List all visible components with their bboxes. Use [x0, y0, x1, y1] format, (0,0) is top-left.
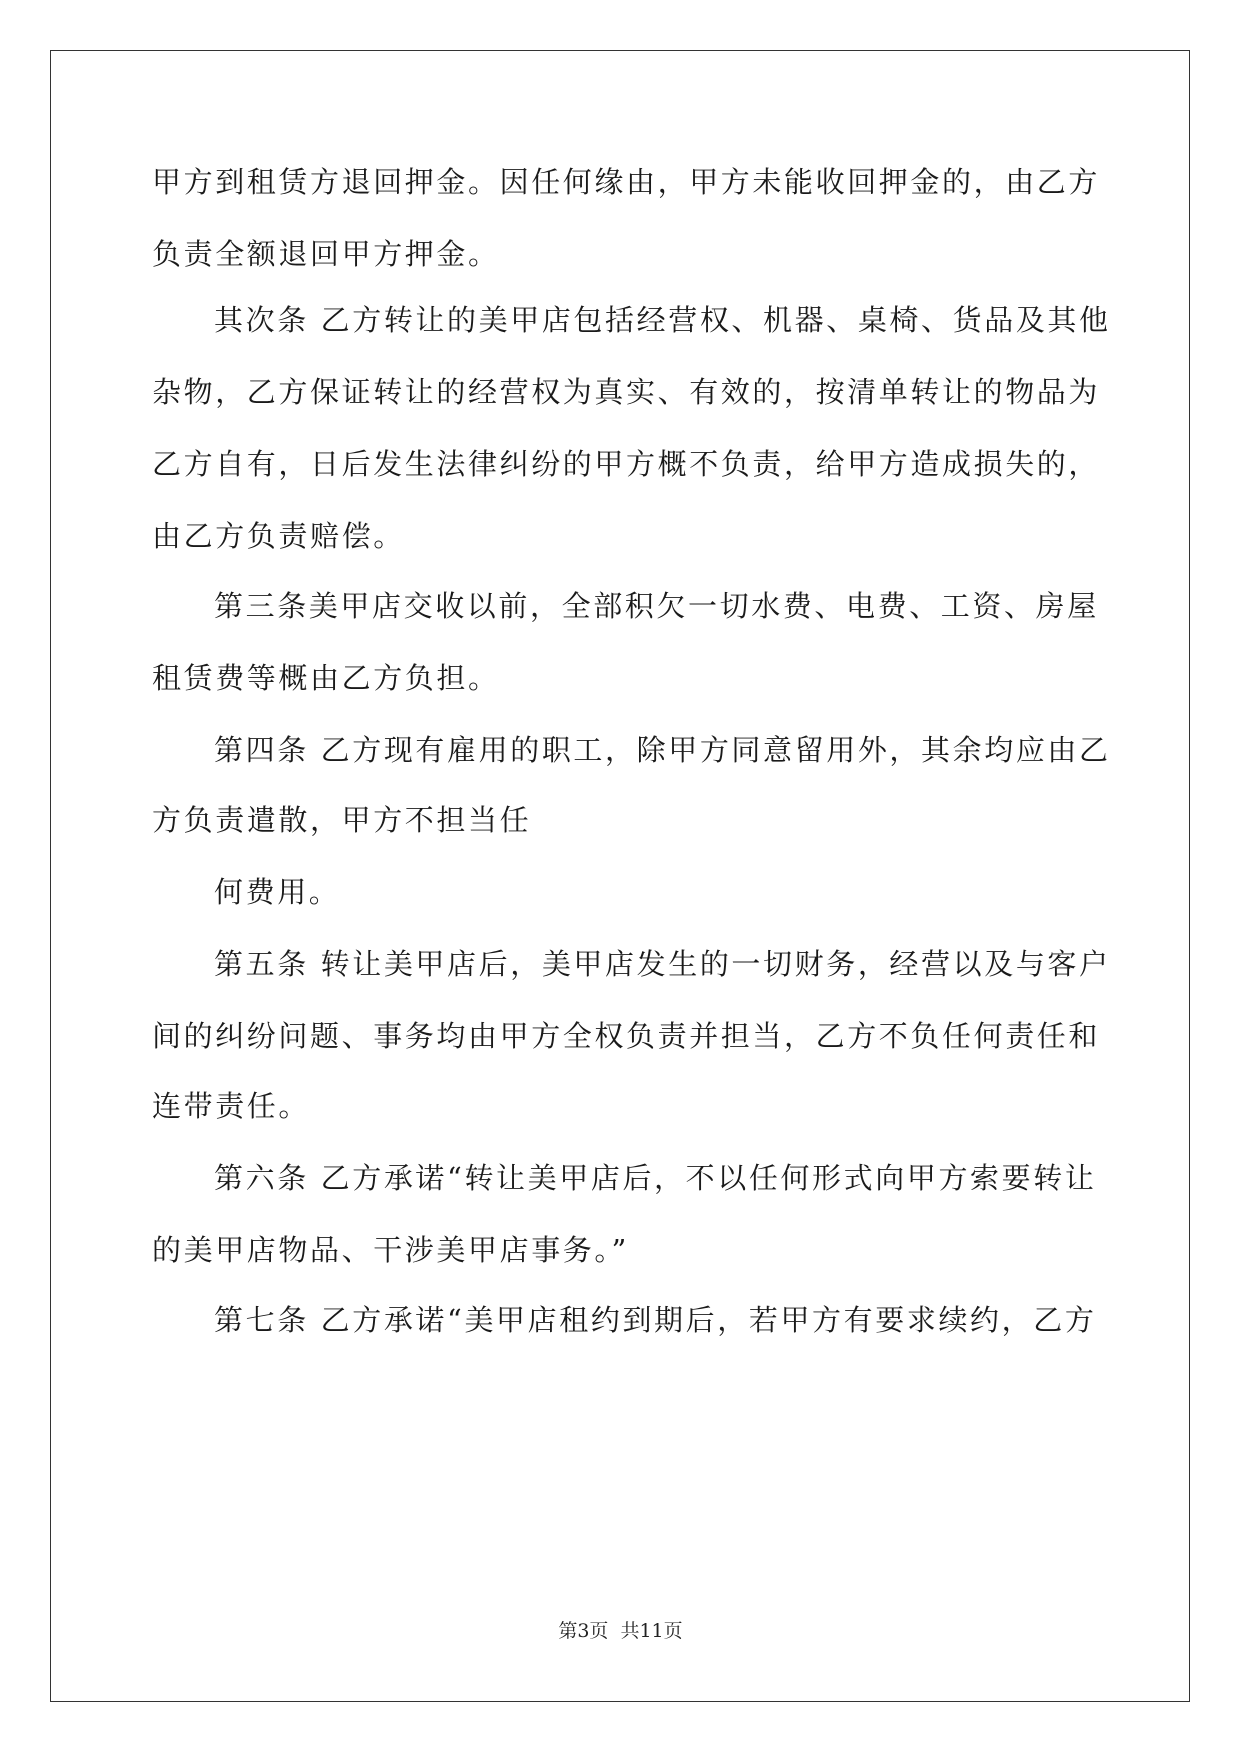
text-line: 方负责遣散，甲方不担当任 [152, 803, 532, 837]
text-line: 间的纠纷问题、事务均由甲方全权负责并担当，乙方不负任何责任和 [152, 1019, 1101, 1053]
text-line: 负责全额退回甲方押金。 [152, 237, 500, 271]
text-line: 其次条 乙方转让的美甲店包括经营权、机器、桌椅、货品及其他 [214, 303, 1111, 337]
text-line: 第三条美甲店交收以前，全部积欠一切水费、电费、工资、房屋 [214, 589, 1099, 623]
text-line: 第七条 乙方承诺“美甲店租约到期后，若甲方有要求续约，乙方 [214, 1303, 1097, 1337]
text-line: 第四条 乙方现有雇用的职工，除甲方同意留用外，其余均应由乙 [214, 733, 1111, 767]
page-footer [0, 1616, 1241, 1643]
page-number: 第3页 [558, 1620, 609, 1642]
page-total: 共11页 [620, 1620, 683, 1642]
text-line: 租赁费等概由乙方负担。 [152, 661, 500, 695]
text-line: 的美甲店物品、干涉美甲店事务。” [152, 1233, 629, 1267]
text-line: 由乙方负责赔偿。 [152, 519, 405, 553]
text-line: 第六条 乙方承诺“转让美甲店后，不以任何形式向甲方索要转让 [214, 1161, 1097, 1195]
text-line: 第五条 转让美甲店后，美甲店发生的一切财务，经营以及与客户 [214, 947, 1111, 981]
text-line: 乙方自有，日后发生法律纠纷的甲方概不负责，给甲方造成损失的， [152, 447, 1101, 481]
text-line: 杂物，乙方保证转让的经营权为真实、有效的，按清单转让的物品为 [152, 375, 1101, 409]
text-line: 甲方到租赁方退回押金。因任何缘由，甲方未能收回押金的，由乙方 [152, 165, 1101, 199]
text-line: 连带责任。 [152, 1089, 311, 1123]
text-line: 何费用。 [214, 875, 341, 909]
